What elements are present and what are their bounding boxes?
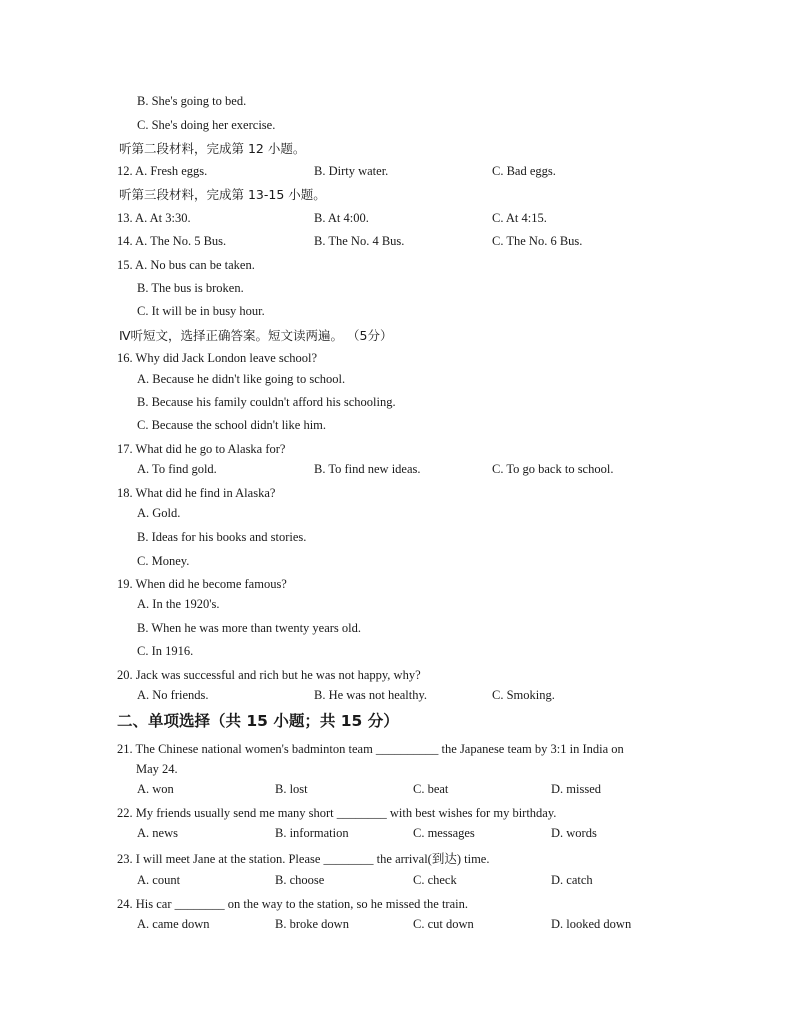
q18-option-b: B. Ideas for his books and stories. bbox=[137, 530, 307, 544]
q14-option-b: B. The No. 4 Bus. bbox=[314, 234, 405, 248]
q15-option-a: 15. A. No bus can be taken. bbox=[117, 258, 255, 272]
section-2-heading: 二、单项选择（共 15 小题；共 15 分） bbox=[117, 712, 399, 730]
q18-option-a: A. Gold. bbox=[137, 506, 181, 520]
q24-option-c: C. cut down bbox=[413, 917, 474, 931]
q18-stem: 18. What did he find in Alaska? bbox=[117, 486, 276, 500]
q23-option-a: A. count bbox=[137, 873, 181, 887]
q12-option-c: C. Bad eggs. bbox=[492, 164, 556, 178]
q13-option-b: B. At 4:00. bbox=[314, 211, 369, 225]
q21-stem-line2: May 24. bbox=[136, 762, 178, 776]
q19-option-a: A. In the 1920's. bbox=[137, 597, 220, 611]
q14-option-c: C. The No. 6 Bus. bbox=[492, 234, 583, 248]
q23-option-d: D. catch bbox=[551, 873, 593, 887]
q16-option-c: C. Because the school didn't like him. bbox=[137, 418, 327, 432]
q23-stem: 23. I will meet Jane at the station. Please ________ the arrival(到达) time. bbox=[117, 852, 490, 866]
q24-option-b: B. broke down bbox=[275, 917, 349, 931]
q12-option-b: B. Dirty water. bbox=[314, 164, 389, 178]
q17-option-a: A. To find gold. bbox=[137, 462, 217, 476]
q22-stem: 22. My friends usually send me many short ________ with best wishes for my birthday. bbox=[117, 806, 557, 820]
q24-stem: 24. His car ________ on the way to the station, so he missed the train. bbox=[117, 897, 468, 911]
q13-option-a: 13. A. At 3:30. bbox=[117, 211, 191, 225]
q21-option-a: A. won bbox=[137, 782, 174, 796]
q20-stem: 20. Jack was successful and rich but he was not happy, why? bbox=[117, 668, 421, 682]
q21-option-c: C. beat bbox=[413, 782, 449, 796]
q23-option-c: C. check bbox=[413, 873, 457, 887]
q20-option-b: B. He was not healthy. bbox=[314, 688, 428, 702]
q17-option-b: B. To find new ideas. bbox=[314, 462, 421, 476]
q22-option-c: C. messages bbox=[413, 826, 475, 840]
q23-option-b: B. choose bbox=[275, 873, 325, 887]
q22-option-d: D. words bbox=[551, 826, 597, 840]
q21-option-b: B. lost bbox=[275, 782, 308, 796]
q11-option-b: B. She's going to bed. bbox=[137, 94, 247, 108]
q12-option-a: 12. A. Fresh eggs. bbox=[117, 164, 208, 178]
q24-option-d: D. looked down bbox=[551, 917, 632, 931]
q13-option-c: C. At 4:15. bbox=[492, 211, 547, 225]
q17-stem: 17. What did he go to Alaska for? bbox=[117, 442, 286, 456]
q15-option-b: B. The bus is broken. bbox=[137, 281, 244, 295]
section-instruction-2: 听第二段材料，完成第 12 小题。 bbox=[119, 141, 306, 156]
section-instruction-3: 听第三段材料，完成第 13-15 小题。 bbox=[119, 187, 326, 202]
q20-option-a: A. No friends. bbox=[137, 688, 209, 702]
q16-option-b: B. Because his family couldn't afford his schooling. bbox=[137, 395, 396, 409]
q17-option-c: C. To go back to school. bbox=[492, 462, 614, 476]
q19-stem: 19. When did he become famous? bbox=[117, 577, 287, 591]
q15-option-c: C. It will be in busy hour. bbox=[137, 304, 265, 318]
q19-option-b: B. When he was more than twenty years old. bbox=[137, 621, 362, 635]
q21-stem-line1: 21. The Chinese national women's badminton team __________ the Japanese team by 3:1 in India on bbox=[117, 742, 624, 756]
q22-option-a: A. news bbox=[137, 826, 178, 840]
q14-option-a: 14. A. The No. 5 Bus. bbox=[117, 234, 227, 248]
q20-option-c: C. Smoking. bbox=[492, 688, 555, 702]
section-iv-heading: Ⅳ听短文，选择正确答案。短文读两遍。 （5分） bbox=[119, 328, 393, 343]
q21-option-d: D. missed bbox=[551, 782, 601, 796]
q19-option-c: C. In 1916. bbox=[137, 644, 194, 658]
q16-option-a: A. Because he didn't like going to school. bbox=[137, 372, 346, 386]
q22-option-b: B. information bbox=[275, 826, 349, 840]
q11-option-c: C. She's doing her exercise. bbox=[137, 118, 276, 132]
q16-stem: 16. Why did Jack London leave school? bbox=[117, 351, 318, 365]
q18-option-c: C. Money. bbox=[137, 554, 190, 568]
q24-option-a: A. came down bbox=[137, 917, 210, 931]
